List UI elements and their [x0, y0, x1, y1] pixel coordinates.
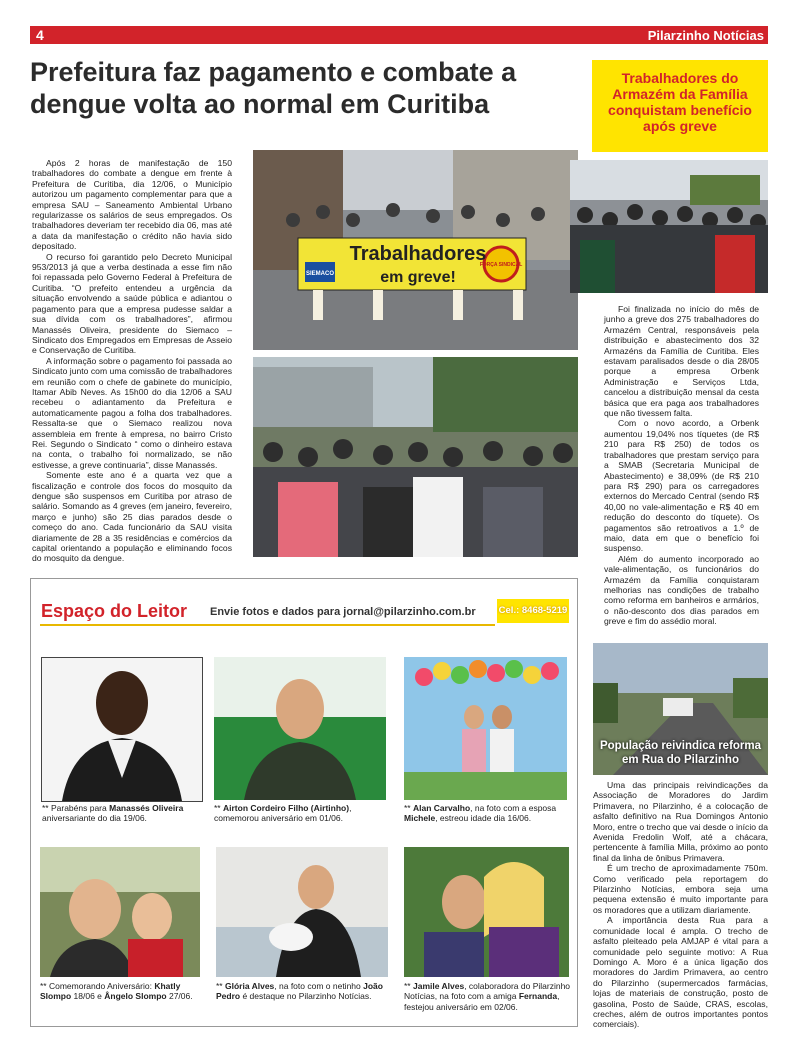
phone-badge: Cel.: 8468-5219	[497, 599, 569, 623]
divider	[40, 624, 495, 626]
side-article-title: Trabalhadores do Armazém da Família conquistam benefício após greve	[608, 70, 752, 134]
reader-caption-1: ** Parabéns para Manassés Oliveira aniversariante do dia 19/06.	[42, 803, 184, 824]
reader-caption-2: ** Airton Cordeiro Filho (Airtinho), comemorou aniversário em 01/06.	[214, 803, 352, 824]
main-article-body	[32, 158, 232, 564]
side-article-title-box	[592, 60, 768, 152]
banner-logo-right: FORÇA SINDICAL	[479, 262, 523, 268]
portrait-illustration	[216, 847, 388, 977]
main-headline: Prefeitura faz pagamento e combate a dengue volta ao normal em Curitiba	[30, 57, 517, 119]
banner-text-2: em greve!	[380, 269, 456, 286]
page-number: 4	[36, 27, 44, 43]
armazem-strike-photo	[570, 160, 768, 293]
paragraph: A informação sobre o pagamento foi passada ao Sindicato junto com uma comissão de trabalhadores em reunião com o chefe de gabinete do município, Itamar Abib Neves. As 15h00 do dia 12/06 a SAU recebeu o adiantamento da Prefeitura e automaticamente pagou a folha dos trabalhadores. Ressalta-se que o Siemaco realizou nova assembleia em frente à empresa, no bairro Cristo Rei. Segundo o Sindicato “ como o dinheiro estava na conta, o trabalho foi normalizado, se não estivesse, a greve continuaria”, disse Manassés.	[32, 355, 232, 470]
paragraph: Além do aumento incorporado ao vale-alimentação, os funcionários do Armazém da Família conquistaram melhorias nas condições de trabalho como reforma em banheiros e armários, o não-desconto dos dias parados em greve e fim do assédio moral.	[604, 553, 759, 627]
strike-march-illustration	[253, 150, 578, 350]
rua-pilarzinho-photo	[593, 643, 768, 775]
reader-photo-2	[214, 657, 386, 800]
paragraph: Após 2 horas de manifestação de 150 trabalhadores do combate a dengue em frente à Prefeitura de Curitiba, dia 12/06, o Município autorizou um pagamento complementar para que a empresa SAU – Saneamento Ambiental Urbano regularizasse os salários de seus empregados. Os trabalhadores deveriam ter recebido dia 06, mas até a data da manifestação o crédito não havia sido depositado.	[32, 158, 232, 252]
paragraph: Uma das principais reivindicações da Associação de Moradores do Jardim Primavera, no Pilarzinho, é a colocação de asfalto definitivo na Rua Domingos Antonio Moro, entre o trecho que vai desde o início da Avenida Fredolin Wolf, até a chácara, pertencente à família Milla, próximo ao ponto final da linha de ônibus Primavera.	[593, 780, 768, 863]
reader-caption-5: ** Glória Alves, na foto com o netinho João Pedro é destaque no Pilarzinho Notícias.	[216, 981, 383, 1002]
publication-name: Pilarzinho Notícias	[647, 28, 764, 43]
banner-logo-left: SIEMACO	[305, 271, 335, 277]
espaco-leitor-subtitle: Envie fotos e dados para jornal@pilarzinho.com.br	[210, 606, 476, 618]
strike-march-photo	[253, 150, 578, 350]
reader-photo-3	[404, 657, 567, 800]
crowd-illustration	[253, 357, 578, 557]
reader-caption-6: ** Jamile Alves, colaboradora do Pilarzinho Notícias, na foto com a amiga Fernanda, festejou aniversário em 02/06.	[404, 981, 571, 1012]
rua-photo-caption: População reivindica reforma em Rua do Pilarzinho	[599, 740, 762, 766]
portrait-illustration	[40, 847, 200, 977]
portrait-illustration	[42, 658, 202, 801]
armazem-illustration	[570, 160, 768, 293]
portrait-illustration	[214, 657, 386, 800]
party-illustration	[404, 657, 567, 800]
reader-photo-6	[404, 847, 569, 977]
portrait-illustration	[404, 847, 569, 977]
reader-photo-1	[41, 657, 203, 802]
espaco-leitor-title: Espaço do Leitor	[41, 601, 188, 621]
reader-caption-4: ** Comemorando Aniversário: Khatly Slompo 18/06 e Ângelo Slompo 27/06.	[40, 981, 193, 1002]
strike-crowd-photo	[253, 357, 578, 557]
paragraph: Foi finalizada no início do mês de junho a greve dos 275 trabalhadores do Armazém Central, responsáveis pela distribuição e abastecimento dos 32 Armazéns da Família de Curitiba. Eles estavam paralisados desde o dia 28/05 porque a empresa Orbenk Administração e Serviços Ltda, cancelou a distribuição mensal da cesta básica que era paga aos trabalhadores que não tivessem falta.	[604, 304, 759, 419]
paragraph: A importância desta Rua para a comunidade local é ampla. O trecho de asfalto pleiteado pela AMJAP é vital para a comunidade pelo seguinte motivo: A Rua Domingo A. Moro é a única ligação dos moradores do Jardim Primavera, ao centro do Pilarzinho (supermercados farmácias, lojas de materiais de construção, posto de gasolina, Posto de Saúde, CRAS, escolas, creches, além de outros importantes pontos comerciais).	[593, 915, 768, 1030]
paragraph: O recurso foi garantido pelo Decreto Municipal 953/2013 já que a verba destinada a esse fim não foi repassada pelo Governo Federal à Prefeitura de Curitiba. “O prefeito entendeu a urgência da situação envolvendo a saúde pública e adiantou o pagamento para que a empresa pudesse saldar a sua dívida com os trabalhadores”, afirmou Manassés Oliveira, presidente do Siemaco – Sindicato dos Empregados em Empresas de Asseio e Conservação de Curitiba.	[32, 251, 232, 356]
paragraph: É um trecho de aproximadamente 750m. Como verificado pela reportagem do Pilarzinho Notícias, embora seja uma pequena extensão é muito importante para os moradores que a utilizam diariamente.	[593, 863, 768, 915]
banner-text-1: Trabalhadores	[349, 243, 487, 265]
side-article-body	[604, 304, 759, 627]
paragraph: Com o novo acordo, a Orbenk aumentou 19,04% nos tíquetes (de R$ 210 para R$ 250) de todos os trabalhadores que prestam serviço para a SMAB (Secretaria Municipal de Abastecimento) e 38,09% (de R$ 210 para R$ 290) para os carregadores externos do Mercado Central (sendo R$ 40,00 no vale-alimentação e R$ 40 em redução do desconto do tíquete). Os pagamentos são retroativos a 1.º de maio, data em que o benefício foi suspenso.	[604, 418, 759, 554]
paragraph: Somente este ano é a quarta vez que a fiscalização e controle dos focos do mosquito da dengue são suspensos em Curitiba por atraso de salário. Somando as 4 greves (em janeiro, fevereiro, março e junho) são 25 dias parados desde o começo do ano. Cada funcionário da SAU visita diariamente de 28 a 35 residências e comércios da capital orientando a população e eliminando focos do mosquito da dengue.	[32, 470, 232, 564]
reader-photo-5	[216, 847, 388, 977]
reader-caption-3: ** Alan Carvalho, na foto com a esposa Michele, estreou idade dia 16/06.	[404, 803, 557, 824]
pilarzinho-article-body	[593, 780, 768, 1030]
reader-photo-4	[40, 847, 200, 977]
